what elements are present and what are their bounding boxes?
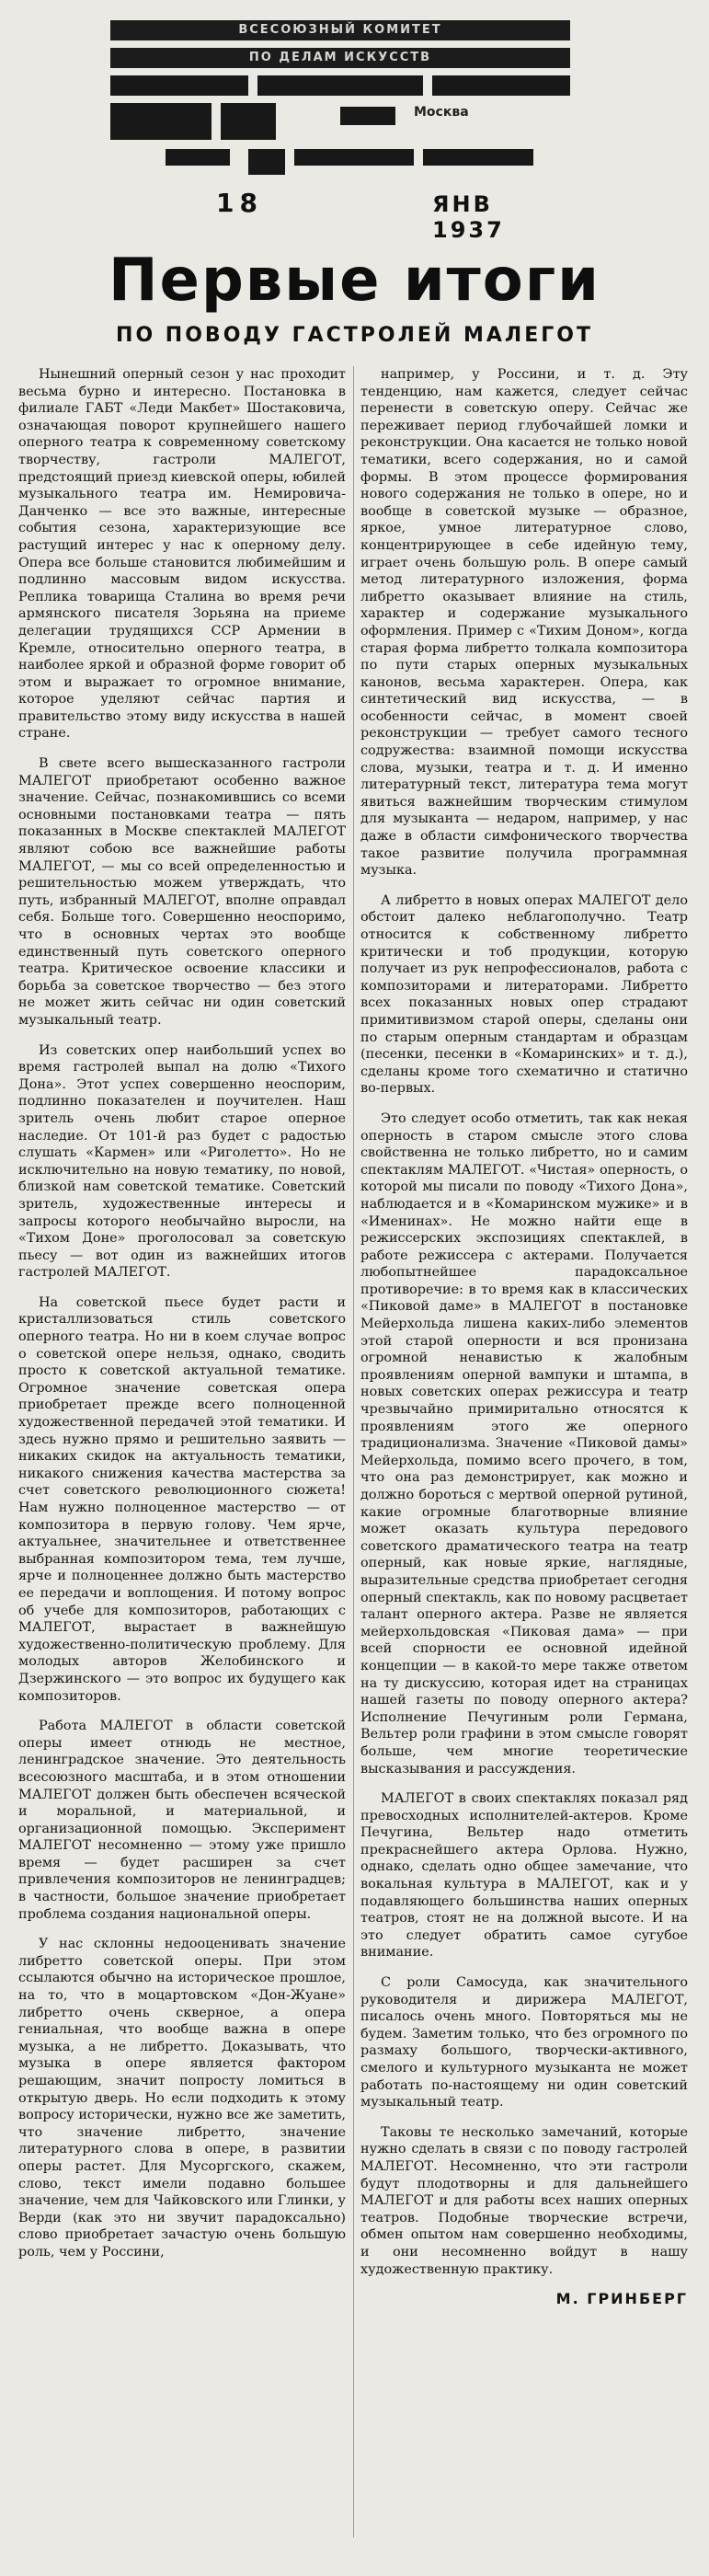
- paragraph: В свете всего вышесказанного гастроли МАЛЕГОТ приобретают особенно важное значение. Сейчас, познакомившись со всеми основными постановками театра — пять показанных в Москве спектаклей МАЛЕГОТ являют собою все важнейшие работы МАЛЕГОТ, — мы со всей определенностью и решительностью можем утверждать, что путь, избранный МАЛЕГОТ, вполне оправдал себя. Больше того. Совершенно неоспоримо, что в основных чертах это вообще единственный путь советского оперного театра. Критическое освоение классики и борьба за советское творчество — без этого не может жить сейчас ни один советский музыкальный театр.: [18, 756, 346, 1028]
- article-subtitle: ПО ПОВОДУ ГАСТРОЛЕЙ МАЛЕГОТ: [116, 324, 593, 347]
- paragraph: Нынешний оперный сезон у нас проходит весьма бурно и интересно. Постановка в филиале ГАБТ «Леди Макбет» Шостаковича, означающая поворот крупнейшего нашего оперного театра к современному советскому творчеству, гастроли МАЛЕГОТ, предстоящий приезд киевской оперы, юбилей музыкального театра им. Немировича-Данченко — все это важные, интересные события сезона, характеризующие все растущий интерес у нас к оперному делу. Опера все больше становится любимейшим и подлинно массовым видом искусства. Реплика товарища Сталина во время речи армянского писателя Зорьяна на приеме делегации трудящихся ССР Армении в Кремле, относительно оперного театра, в наиболее яркой и образной форме говорит об этом и выражает то огромное внимание, которое уделяют сейчас партия и правительство этому виду искусства в нашей стране.: [18, 367, 346, 742]
- paragraph: МАЛЕГОТ в своих спектаклях показал ряд превосходных исполнителей-актеров. Кроме Печугина, Вельтер надо отметить прекраснейшего актера Орлова. Нужно, однако, сделать одно общее замечание, что вокальная культура в МАЛЕГОТ, как и у подавляющего большинства наших оперных театров, стоят не на должной высоте. И на это следует обратить самое сугубое внимание.: [360, 1791, 688, 1961]
- paragraph: Из советских опер наибольший успех во время гастролей выпал на долю «Тихого Дона». Этот успех совершенно неоспорим, подлинно показателен и поучителен. Наш зритель очень любит старое оперное наследие. От 101-й раз будет с радостью слушать «Кармен» или «Риголетто». Но не исключительно на новую тематику, по новой, близкой нам советской тематике. Советский зритель, художественные интересы и запросы которого необычайно выросли, на «Тихом Доне» проголосовал за советскую пьесу — вот один из важнейших итогов гастролей МАЛЕГОТ.: [18, 1042, 346, 1281]
- paragraph: Это следует особо отметить, так как некая оперность в старом смысле этого слова свойственна не только либретто, но и самим спектаклям МАЛЕГОТ. «Чистая» оперность, о которой мы писали по поводу «Тихого Дона», наблюдается и в «Комаринском мужике» и в «Именинах». Не можно найти еще в режиссерских экспозициях спектаклей, в работе режиссера с актерами. Получается любопытнейшее парадоксальное противоречие: в то время как в классических «Пиковой даме» в МАЛЕГОТ в постановке Мейерхольда лишена каких-либо элементов этой старой оперности и вся пронизана огромной ненавистью к жалобным проявлениям оперной вампуки и штампа, в новых советских операх режиссура и театр чрезвычайно примиритально относятся к проявлениям этого же оперного традиционализма. Значение «Пиковой дамы» Мейерхольда, помимо всего прочего, в том, что она раз демонстрирует, как можно и должно бороться с мертвой оперной рутиной, какие огромные благотворные влияние может оказать культура передового советского драматического театра на театр оперный, как новые яркие, наглядные, выразительные средства приобретает сегодня оперный спектакль, как по новому расцветает талант оперного актера. Разве не является мейерхольдовская «Пиковая дама» — при всей спорности ее основной идейной концепции — в какой-то мере также ответом на ту дискуссию, которая идет на страницах нашей газеты по поводу оперного актера? Исполнение Печугиным роли Германа, Вельтер роли графини в этом смысле говорят больше, чем многие теоретические высказывания и рассуждения.: [360, 1110, 688, 1777]
- author-signature: М. ГРИНБЕРГ: [555, 2290, 688, 2308]
- left-column: [18, 366, 346, 2274]
- paragraph: С роли Самосуда, как значительного руководителя и дирижера МАЛЕГОТ, писалось очень много. Повторяться мы не будем. Заметим только, что без огромного по размаху большого, творчески-активного, смелого и культурного музыканта не может работать по-настоящему ни один советский музыкальный театр.: [360, 1975, 688, 2110]
- right-column: [360, 366, 688, 2308]
- column-divider: [353, 366, 354, 2537]
- paragraph: На советской пьесе будет расти и кристаллизоваться стиль советского оперного театра. Но ни в коем случае вопрос о советской опере нельзя, однако, сводить просто к советской актуальной тематике. Огромное значение советская опера приобретает прежде всего полноценной художественной передачей этой тематики. И здесь нужно прямо и решительно заявить — никаких скидок на актуальность тематики, никакого снижения качества мастерства за счет советского революционного сюжета! Нам нужно полноценное мастерство — от композитора в первую голову. Чем ярче, актуальнее, значительнее и ответственнее выбранная композитором тема, тем лучше, ярче и полноценнее должно быть мастерство ее передачи и воплощения. И потому вопрос об учебе для композиторов, работающих с МАЛЕГОТ, вырастает в важнейшую художественно-политическую проблему. Для молодых авторов Желобинского и Дзержинского — это вопрос их будущего как композиторов.: [18, 1294, 346, 1704]
- paragraph: Таковы те несколько замечаний, которые нужно сделать в связи с по поводу гастролей МАЛЕГОТ. Несомненно, что эти гастроли будут плодотворны и для дальнейшего МАЛЕГОТ и для работы всех наших оперных театров. Подобные творческие встречи, обмен опытом нам совершенно необходимы, и они несомненно войдут в нашу художественную практику.: [360, 2124, 688, 2277]
- stamp-line-2: ПО ДЕЛАМ ИСКУССТВ: [110, 48, 570, 68]
- stamp-line-1: ВСЕСОЮЗНЫЙ КОМИТЕТ: [110, 20, 570, 40]
- paragraph: например, у Россини, и т. д. Эту тенденцию, нам кажется, следует сейчас перенести в советскую оперу. Сейчас же переживает период глубочайшей ломки и реконструкции. Она касается не только новой тематики, всего содержания, но и самой формы. В этом процессе формирования нового содержания не только в опере, но и вообще в советской музыке — образное, яркое, умное литературное слово, концентрирующее в себе идейную тему, играет очень большую роль. В опере самый метод литературного изложения, форма либретто оказывает влияние на стиль, характер и содержание музыкального оформления. Пример с «Тихим Доном», когда старая форма либретто толкала композитора по пути старых оперных музыкальных канонов, весьма характерен. Опера, как синтетический вид искусства, — в особенности сейчас, в момент своей реконструкции — требует самого тесного содружества: взаимной помощи искусства слова, музыки, театра и т. д. И именно литературный текст, литература тема могут явиться важнейшим творческим стимулом для музыканта — недаром, например, у нас даже в области симфонического творчества такое развитие получила программная музыка.: [360, 367, 688, 879]
- archive-stamp: [110, 20, 570, 243]
- stamp-month: ЯНВ 1937: [432, 191, 505, 243]
- paragraph: Работа МАЛЕГОТ в области советской оперы имеет отнюдь не местное, ленинградское значение. Это деятельность всесоюзного масштаба, и в этом отношении МАЛЕГОТ должен быть обеспечен всяческой и моральной, и материальной, и организационной помощью. Эксперимент МАЛЕГОТ несомненно — этому уже пришло время — будет расширен за счет привлечения композиторов не ленинградцев; в частности, большое значение приобретает проблема создания национальной оперы.: [18, 1719, 346, 1922]
- paragraph: У нас склонны недооценивать значение либретто советской оперы. При этом ссылаются обычно на историческое прошлое, на то, что в моцартовском «Дон-Жуане» либретто очень скверное, а опера гениальная, что вообще важна в опере музыка, а не либретто. Доказывать, что музыка в опере является фактором решающим, значит попросту ломиться в открытую дверь. Но если подходить к этому вопросу исторически, нужно все же заметить, что значение либретто, значение литературного слова в опере, в развитии оперы растет. Для Мусоргского, скажем, слово, текст имели подавно большее значение, чем для Чайковского или Глинки, у Верди (как это ни звучит парадоксально) слово приобретает зачастую очень большую роль, чем у Россини,: [18, 1937, 347, 2260]
- stamp-day: 18: [216, 188, 263, 218]
- article-title: Первые итоги: [108, 247, 601, 315]
- stamp-block: [110, 75, 570, 195]
- stamp-place: Москва: [414, 105, 469, 120]
- paragraph: А либретто в новых операх МАЛЕГОТ дело обстоит далеко неблагополучно. Театр относится к собственному либретто критически и тоб продукции, которую получает из рук непрофессионалов, работа с композиторами и литераторами. Либретто всех показанных новых опер страдают примитивизмом старой оперы, сделаны они по старым оперным стандартам и образцам (песенки, песенки в «Комаринских» и т. д.), сделаны кроме того схематично и статично во-первых.: [360, 892, 688, 1097]
